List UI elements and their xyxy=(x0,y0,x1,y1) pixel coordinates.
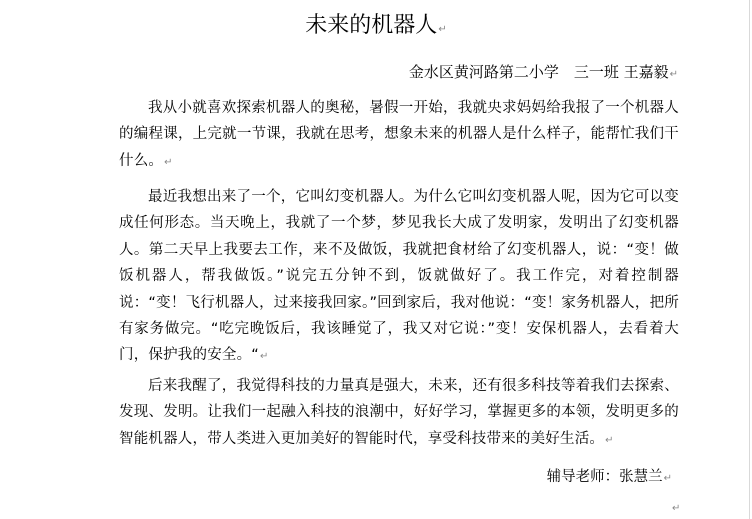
paragraph-text: 最近我想出来了一个，它叫幻变机器人。为什么它叫幻变机器人呢，因为它可以变成任何形态。当天晚上，我就了一个梦，梦见我长大成了发明家，发明出了幻变机器人。第二天早上我要去工作，来不及做饭，我就把食材给了幻变机器人，说：“变！做饭机器人，帮我做饭。”说完五分钟不到，饭就做好了。我工作完，对着控制器说：“变！飞行机器人，过来接我回家。”回到家后，我对他说：“变！家务机器人，把所有家务做完。“吃完晚饭后，我该睡觉了，我又对它说：”变！安保机器人，去看着大门，保护我的安全。“ xyxy=(119,189,679,364)
byline-text: 金水区黄河路第二小学 三一班 王嘉毅 xyxy=(408,63,669,81)
document-title xyxy=(0,12,752,44)
paragraph-mark-icon: ↵ xyxy=(260,351,269,363)
paragraph-mark-icon: ↵ xyxy=(605,434,614,446)
page-edge-divider xyxy=(749,0,750,519)
paragraph-mark-icon: ↵ xyxy=(672,503,681,514)
paragraph-1 xyxy=(119,95,679,176)
teacher-text: 辅导老师：张慧兰 xyxy=(546,469,663,485)
paragraph-mark-icon: ↵ xyxy=(164,156,173,168)
paragraph-text: 后来我醒了，我觉得科技的力量真是强大，未来，还有很多科技等着我们去探索、发现、发明。让我们一起融入科技的浪潮中，好好学习，掌握更多的本领，发明更多的智能机器人，带人类进入更加美好的智能时代，享受科技带来的美好生活。 xyxy=(119,378,679,447)
paragraph-mark-icon: ↵ xyxy=(669,69,678,80)
paragraph-mark-icon: ↵ xyxy=(663,473,672,484)
title-text: 未来的机器人 xyxy=(305,13,438,38)
teacher-credit xyxy=(547,466,672,490)
author-byline xyxy=(409,62,678,85)
paragraph-mark-icon: ↵ xyxy=(438,24,447,35)
paragraph-3 xyxy=(119,373,679,454)
paragraph-text: 我从小就喜欢探索机器人的奥秘，暑假一开始，我就央求妈妈给我报了一个机器人的编程课，上完就一节课，我就在思考，想象未来的机器人是什么样子，能帮忙我们干什么。 xyxy=(119,100,679,169)
paragraph-2 xyxy=(119,184,679,371)
